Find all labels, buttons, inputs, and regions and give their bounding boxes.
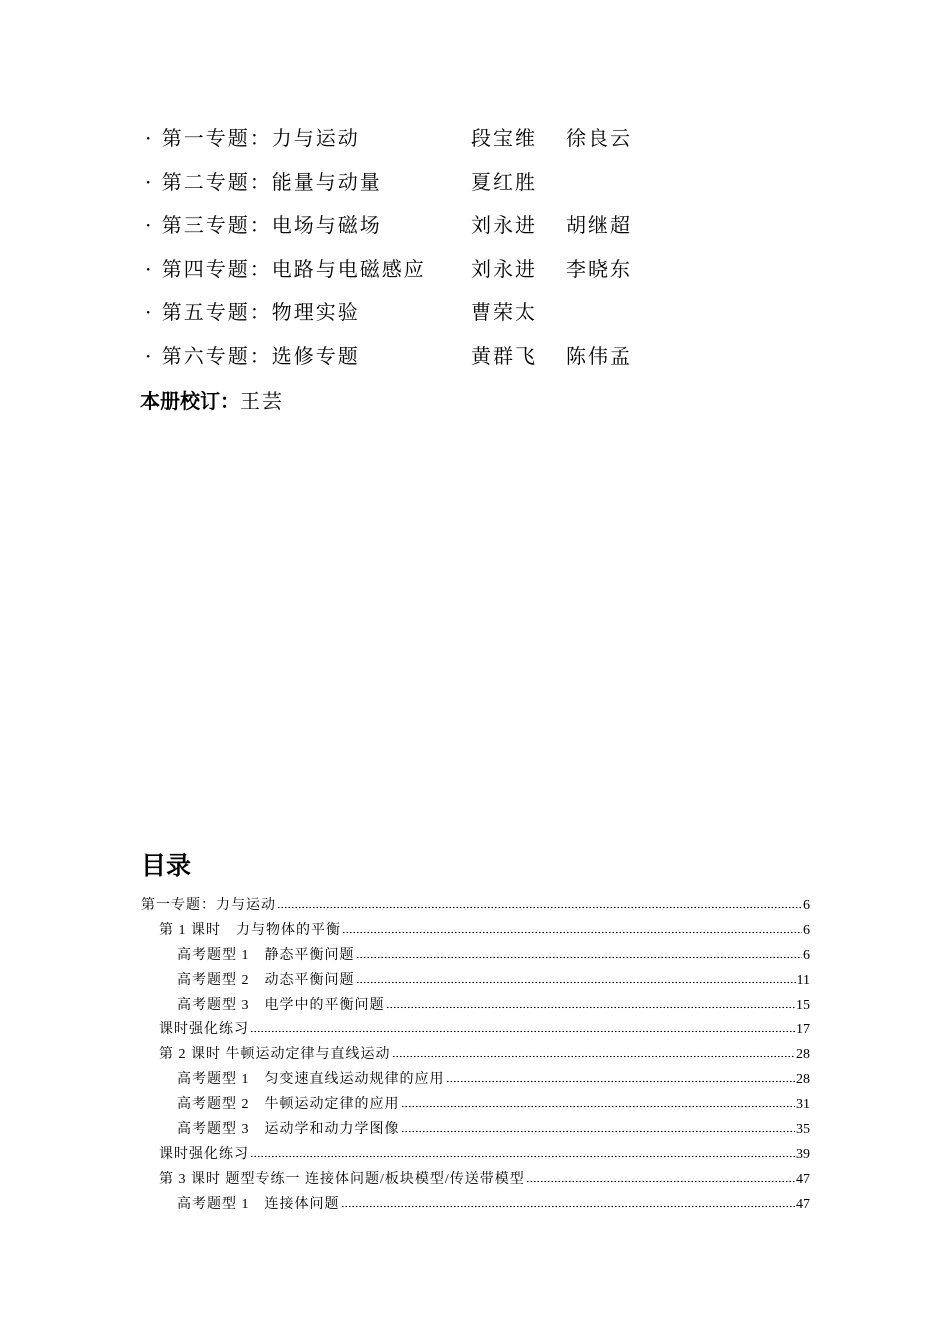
toc-page-number: 47	[796, 1171, 810, 1187]
toc-entry[interactable]	[141, 1093, 810, 1118]
reviser-line	[140, 383, 284, 419]
toc-title: 目录	[141, 851, 192, 880]
topic-title: · 第六专题：选修专题	[145, 343, 360, 368]
toc-entry-text: 第 3 课时 题型专练一 连接体问题/板块模型/传送带模型	[159, 1171, 525, 1187]
author-list	[145, 120, 705, 382]
toc-entry-text: 高考题型 3 电学中的平衡问题	[177, 997, 385, 1013]
toc-entry[interactable]	[141, 1068, 810, 1093]
toc-page-number: 15	[796, 997, 810, 1013]
toc-entry[interactable]	[141, 969, 810, 994]
dot-leader	[277, 895, 802, 909]
dot-leader	[341, 1194, 796, 1208]
toc-entry-text: 第 2 课时 牛顿运动定律与直线运动	[159, 1047, 391, 1063]
toc-entry[interactable]	[141, 994, 810, 1019]
toc-entry-text: 第一专题：力与运动	[141, 898, 276, 913]
author-name: 徐良云	[566, 126, 632, 150]
author-row	[145, 207, 705, 251]
toc-page-number: 17	[796, 1022, 810, 1038]
toc-page-number: 35	[796, 1122, 810, 1138]
toc-entry-text: 课时强化练习	[159, 1022, 249, 1038]
toc-entry-text: 高考题型 2 牛顿运动定律的应用	[177, 1097, 400, 1113]
toc-entry-text: 第 1 课时 力与物体的平衡	[159, 922, 341, 938]
toc-page-number: 6	[803, 898, 810, 913]
reviser-label: 本册校订：	[140, 389, 240, 413]
toc-entry[interactable]	[141, 1043, 810, 1068]
author-row	[145, 164, 705, 208]
topic-title: · 第三专题：电场与磁场	[145, 213, 382, 238]
toc-entry[interactable]	[141, 919, 810, 944]
author-name: 段宝维	[471, 126, 537, 150]
topic-title: · 第五专题：物理实验	[145, 300, 360, 325]
author-row	[145, 251, 705, 295]
reviser-name: 王芸	[240, 389, 284, 413]
toc-entry[interactable]	[141, 1193, 810, 1218]
table-of-contents	[141, 894, 810, 1218]
author-name: 刘永进	[471, 213, 537, 238]
toc-entry[interactable]	[141, 1168, 810, 1193]
toc-entry[interactable]	[141, 1143, 810, 1168]
toc-entry-text: 课时强化练习	[159, 1146, 249, 1162]
author-name: 刘永进	[471, 256, 537, 281]
dot-leader	[392, 1044, 796, 1058]
toc-page-number: 28	[796, 1047, 810, 1063]
toc-page-number: 47	[796, 1196, 810, 1212]
dot-leader	[526, 1169, 795, 1183]
toc-entry-text: 高考题型 1 静态平衡问题	[177, 947, 355, 963]
toc-page-number: 31	[796, 1097, 810, 1113]
dot-leader	[401, 1094, 796, 1108]
dot-leader	[342, 920, 802, 934]
toc-entry[interactable]	[141, 1018, 810, 1043]
dot-leader	[356, 945, 803, 959]
toc-page-number: 39	[796, 1146, 810, 1162]
toc-page-number: 11	[796, 972, 810, 988]
dot-leader	[386, 995, 796, 1009]
dot-leader	[446, 1069, 796, 1083]
toc-entry[interactable]	[141, 894, 810, 919]
topic-title: · 第二专题：能量与动量	[145, 169, 382, 194]
toc-entry-text: 高考题型 1 连接体问题	[177, 1196, 340, 1212]
author-row	[145, 120, 705, 164]
author-name: 胡继超	[566, 213, 632, 238]
dot-leader	[401, 1119, 796, 1133]
toc-page-number: 6	[803, 922, 810, 938]
author-name: 李晓东	[566, 256, 632, 281]
author-name: 黄群飞	[471, 343, 537, 368]
toc-entry[interactable]	[141, 944, 810, 969]
topic-title: · 第一专题：力与运动	[145, 126, 360, 150]
dot-leader	[250, 1144, 795, 1158]
topic-title: · 第四专题：电路与电磁感应	[145, 256, 426, 281]
toc-page-number: 6	[803, 947, 810, 963]
author-row	[145, 338, 705, 382]
author-name: 夏红胜	[471, 169, 537, 194]
author-name: 陈伟孟	[566, 343, 632, 368]
toc-entry-text: 高考题型 2 动态平衡问题	[177, 972, 355, 988]
toc-entry[interactable]	[141, 1118, 810, 1143]
dot-leader	[356, 970, 796, 984]
toc-page-number: 28	[796, 1072, 810, 1088]
dot-leader	[250, 1019, 795, 1033]
author-name: 曹荣太	[471, 300, 537, 325]
toc-entry-text: 高考题型 1 匀变速直线运动规律的应用	[177, 1072, 445, 1088]
toc-entry-text: 高考题型 3 运动学和动力学图像	[177, 1122, 400, 1138]
author-row	[145, 294, 705, 338]
